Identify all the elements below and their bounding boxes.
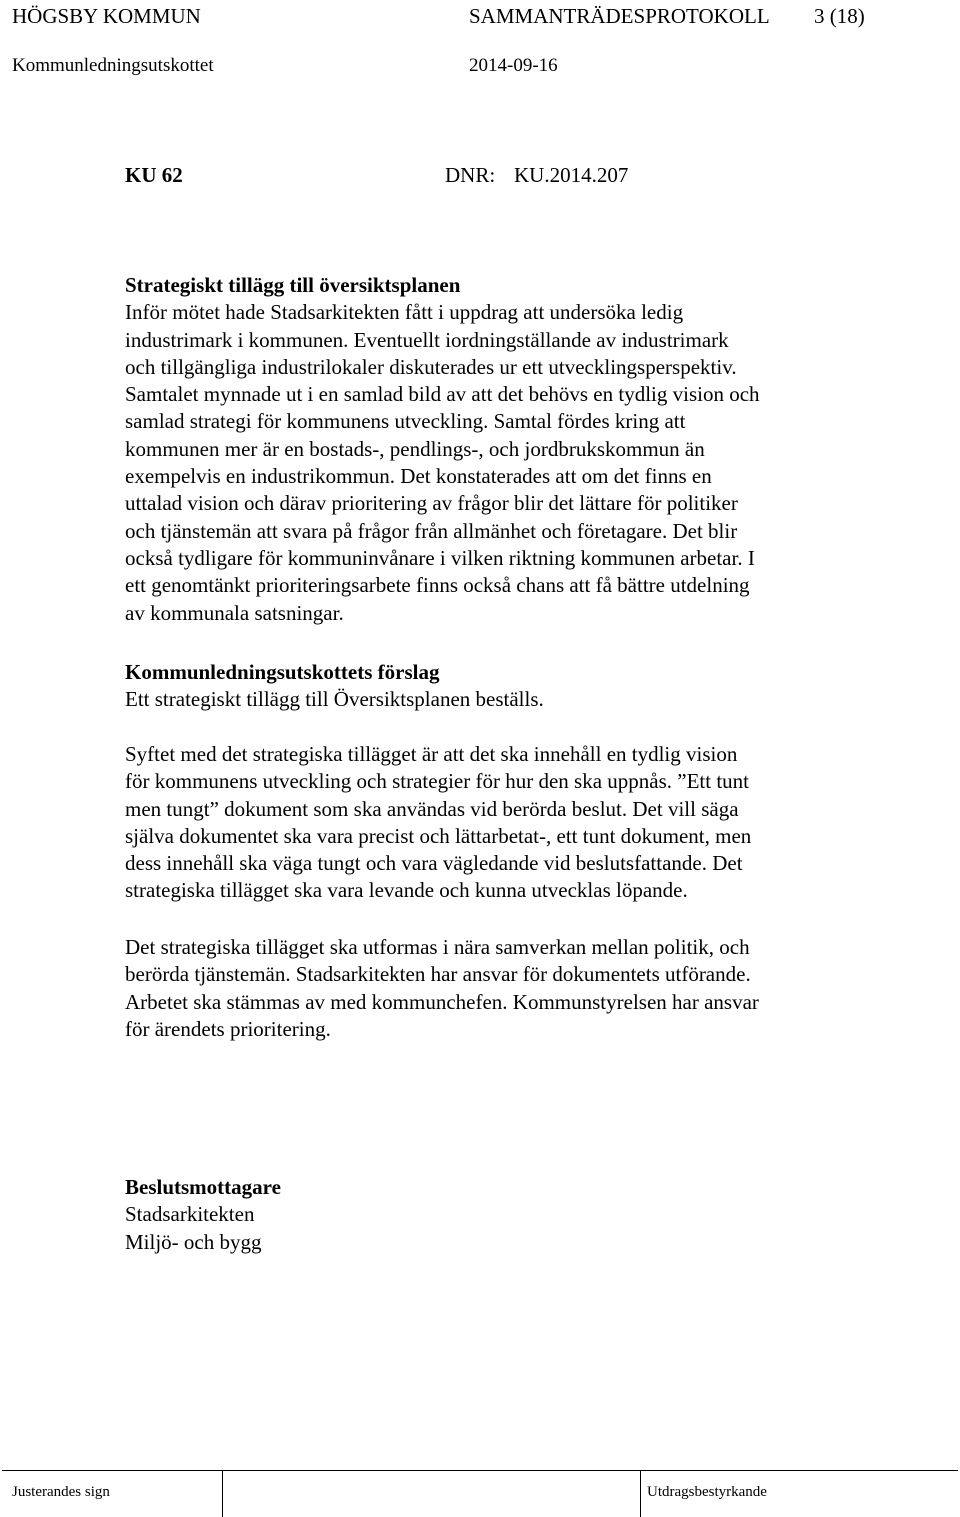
text-line: och tjänstemän att svara på frågor från allmänhet och företagare. Det blir xyxy=(125,518,738,543)
footer-divider xyxy=(2,1470,958,1471)
case-number: KU 62 xyxy=(125,163,183,187)
proposal-heading: Kommunledningsutskottets förslag xyxy=(125,660,440,684)
dnr-value: KU.2014.207 xyxy=(514,163,629,187)
dnr-label: DNR: xyxy=(445,163,496,187)
certification-label: Utdragsbestyrkande xyxy=(647,1484,767,1500)
text-line: industrimark i kommunen. Eventuellt iordningställande av industrimark xyxy=(125,327,729,352)
text-line: Arbetet ska stämmas av med kommunchefen. Kommunstyrelsen har ansvar xyxy=(125,989,759,1014)
text-line: exempelvis en industrikommun. Det konstaterades att om det finns en xyxy=(125,464,712,489)
text-line: Det strategiska tillägget ska utformas i nära samverkan mellan politik, och xyxy=(125,935,750,959)
text-line: men tungt” dokument som ska användas vid berörda beslut. Det vill säga xyxy=(125,796,739,821)
committee-name: Kommunledningsutskottet xyxy=(12,55,214,76)
text-line: och tillgängliga industrilokaler diskuterades ur ett utvecklingsperspektiv. xyxy=(125,354,737,379)
section-recipients xyxy=(125,1174,875,1256)
meeting-date: 2014-09-16 xyxy=(469,55,558,76)
text-line: dess innehåll ska väga tungt och vara vägledande vid beslutsfattande. Det xyxy=(125,851,743,876)
text-line: ett genomtänkt prioriteringsarbete finns också chans att få bättre utdelning xyxy=(125,573,750,598)
text-line: kommunen mer är en bostads-, pendlings-, och jordbrukskommun än xyxy=(125,436,705,461)
section-heading: Strategiskt tillägg till översiktsplanen xyxy=(125,273,461,297)
organization-name: HÖGSBY KOMMUN xyxy=(12,4,201,28)
page-number: 3 (18) xyxy=(814,4,865,28)
footer-column-divider xyxy=(640,1470,641,1517)
text-line: Syftet med det strategiska tillägget är att det ska innehåll en tydlig vision xyxy=(125,742,738,766)
text-line: Inför mötet hade Stadsarkitekten fått i uppdrag att undersöka ledig xyxy=(125,300,684,325)
recipients-heading: Beslutsmottagare xyxy=(125,1175,281,1199)
text-line: berörda tjänstemän. Stadsarkitekten har ansvar för dokumentets utförande. xyxy=(125,962,751,987)
text-line: av kommunala satsningar. xyxy=(125,600,344,625)
text-line: uttalad vision och därav prioritering av frågor blir det lättare för politiker xyxy=(125,491,738,516)
text-line: samlad strategi för kommunens utveckling. Samtal fördes kring att xyxy=(125,409,686,434)
text-line: själva dokumentet ska vara precist och lättarbetat-, ett tunt dokument, men xyxy=(125,823,752,848)
signature-footer xyxy=(0,1470,960,1517)
recipient-item: Stadsarkitekten xyxy=(125,1202,255,1227)
text-line: för ärendets prioritering. xyxy=(125,1016,331,1041)
paragraph-purpose xyxy=(125,741,875,905)
text-line: också tydligare för kommuninvånare i vilken riktning kommunen arbetar. I xyxy=(125,545,755,570)
document-type: SAMMANTRÄDESPROTOKOLL xyxy=(469,4,770,28)
text-line: för kommunens utveckling och strategier för hur den ska uppnås. ”Ett tunt xyxy=(125,769,750,794)
section-proposal xyxy=(125,659,875,714)
section-strategic-addition xyxy=(125,272,875,627)
footer-column-divider xyxy=(222,1470,223,1517)
signature-label: Justerandes sign xyxy=(12,1484,110,1500)
text-line: Samtalet mynnade ut i en samlad bild av att det behövs en tydlig vision och xyxy=(125,382,760,407)
text-line: strategiska tillägget ska vara levande och kunna utvecklas löpande. xyxy=(125,878,688,903)
recipient-item: Miljö- och bygg xyxy=(125,1229,262,1254)
paragraph-responsibility xyxy=(125,934,875,1043)
proposal-text: Ett strategiskt tillägg till Översiktsplanen beställs. xyxy=(125,687,544,712)
